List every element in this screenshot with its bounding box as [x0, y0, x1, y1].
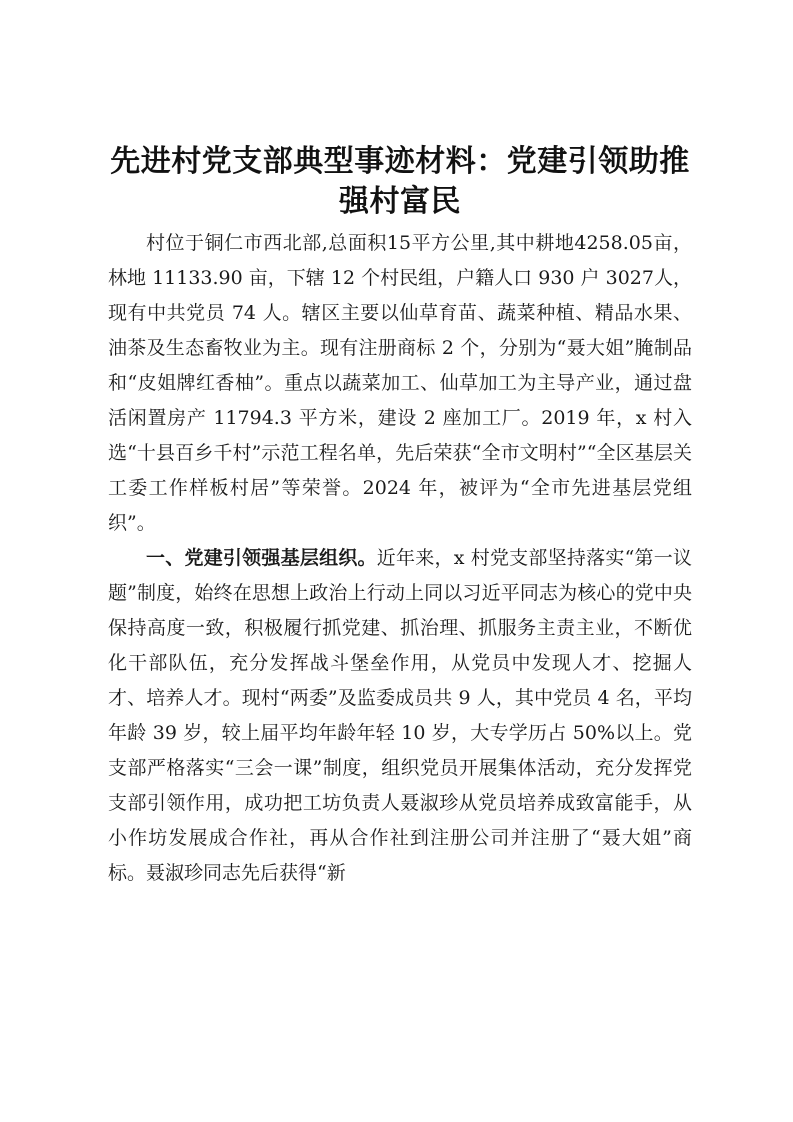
section-one-paragraph [108, 541, 692, 891]
intro-paragraph-text: 村位于铜仁市西北部,总面积15平方公里,其中耕地4258.05亩，林地 11133.90 亩，下辖 12 个村民组，户籍人口 930 户 3027人，现有中共党员 74 人。辖区主要以仙草育苗、蔬菜种植、精品水果、油茶及生态畜牧业为主。现有注册商标 2 个，分别为“聂大姐”腌制品和“皮姐牌红香柚”。重点以蔬菜加工、仙草加工为主导产业，通过盘活闲置房产 11794.3 平方米，建设 2 座加工厂。2019 年，x 村入选“十县百乡千村”示范工程名单，先后荣获“全市文明村”“全区基层关工委工作样板村居”等荣誉。2024 年，被评为“全市先进基层党组织”。 [108, 232, 692, 534]
section-one-text: 近年来，x 村党支部坚持落实“第一议题”制度，始终在思想上政治上行动上同以习近平同志为核心的党中央保持高度一致，积极履行抓党建、抓治理、抓服务主责主业，不断优化干部队伍，充分发挥战斗堡垒作用，从党员中发现人才、挖掘人才、培养人才。现村“两委”及监委成员共 9 人，其中党员 4 名，平均年龄 39 岁，较上届平均年龄年轻 10 岁，大专学历占 50%以上。党支部严格落实“三会一课”制度，组织党员开展集体活动，充分发挥党支部引领作用，成功把工坊负责人聂淑珍从党员培养成致富能手，从小作坊发展成合作社，再从合作社到注册公司并注册了“聂大姐”商标。聂淑珍同志先后获得“新 [108, 547, 692, 884]
section-one-heading: 一、党建引领强基层组织。 [146, 547, 377, 569]
intro-paragraph [108, 226, 692, 541]
document-body [108, 226, 692, 891]
document-title: 先进村党支部典型事迹材料：党建引领助推强村富民 [110, 144, 690, 219]
